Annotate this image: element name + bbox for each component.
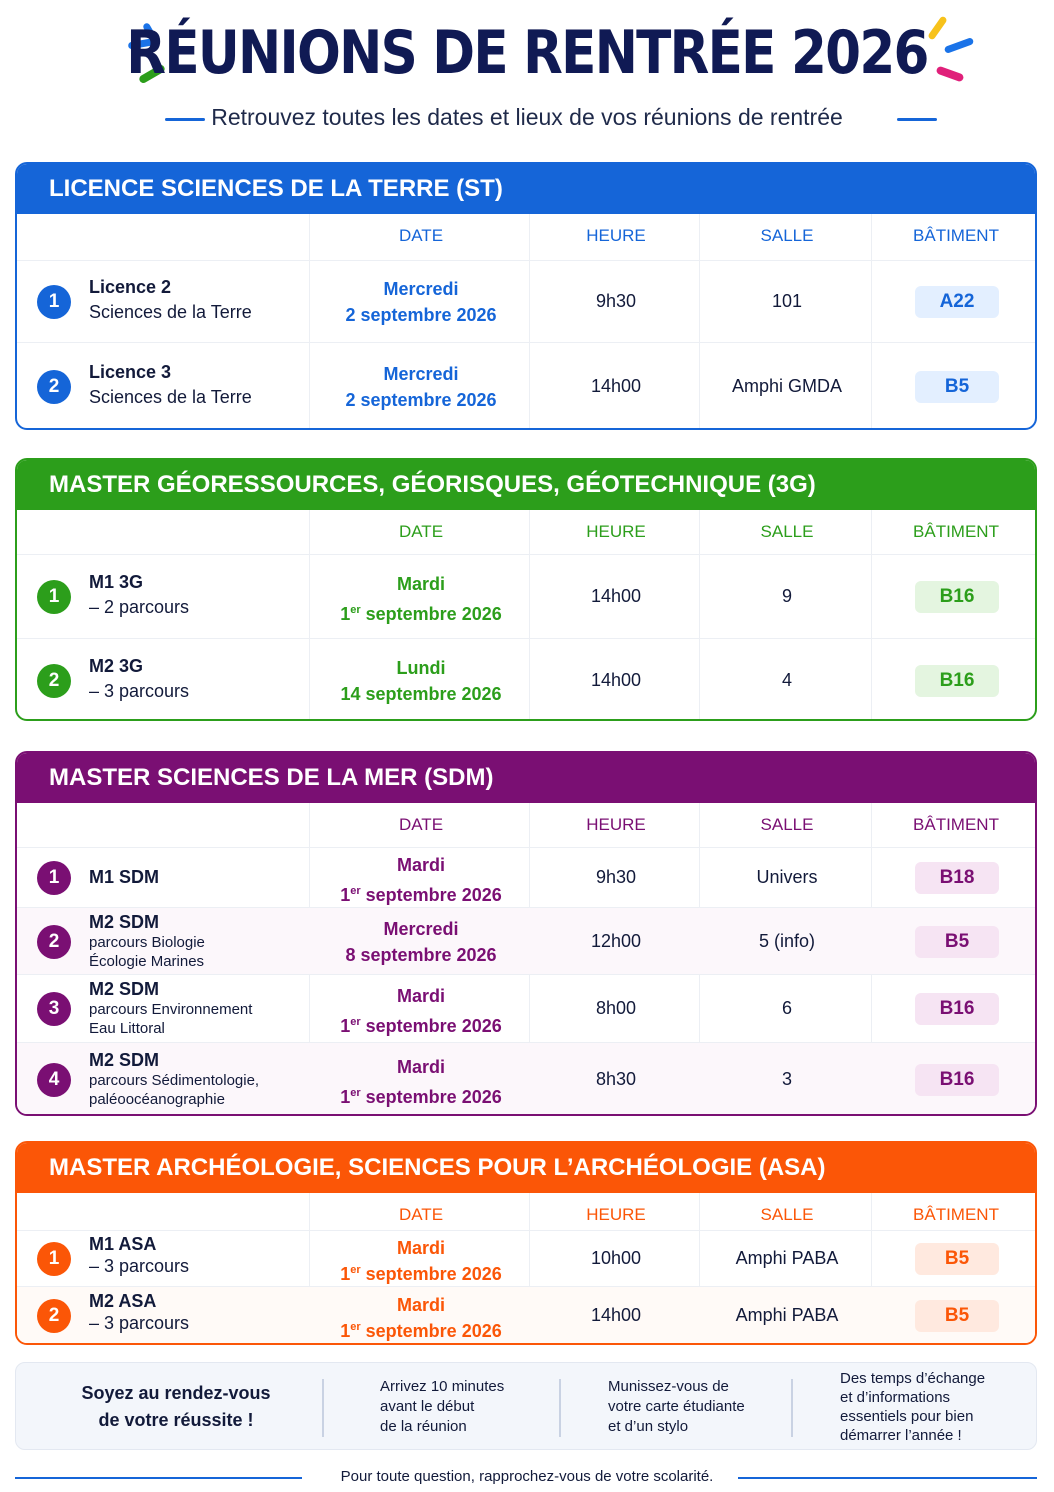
meeting-weekday: Lundi <box>396 658 446 678</box>
program-name <box>89 572 189 618</box>
program-track: parcours Biologie <box>89 933 205 951</box>
meeting-time: 8h00 <box>595 998 637 1018</box>
meeting-room: 9 <box>781 586 792 606</box>
ordinal-suffix: er <box>350 1087 361 1099</box>
program-title: M1 SDM <box>89 867 160 887</box>
building-badge: B16 <box>915 581 999 613</box>
program-name <box>89 362 252 408</box>
program-track: parcours Environnement <box>89 1001 253 1018</box>
meeting-room: 5 (info) <box>758 930 816 951</box>
section-card <box>15 751 1037 1116</box>
page-title: RÉUNIONS DE RENTRÉE 2026 <box>126 18 928 88</box>
meeting-date <box>311 1294 531 1342</box>
column-header-date: DATE <box>398 226 444 245</box>
column-header-date: DATE <box>398 1205 444 1224</box>
column-headers <box>17 803 1035 845</box>
meeting-room: Amphi GMDA <box>731 376 843 396</box>
meeting-time: 10h00 <box>590 1248 642 1268</box>
meeting-weekday: Mardi <box>396 986 445 1006</box>
tip-line: Munissez-vous de <box>608 1378 729 1395</box>
program-name <box>89 867 159 888</box>
subtitle-rule-right <box>897 118 937 121</box>
meeting-date <box>311 983 531 1039</box>
ordinal-suffix: er <box>350 1264 361 1276</box>
meeting-month-year: septembre 2026 <box>360 1087 502 1107</box>
column-header-batiment: BÂTIMENT <box>913 815 999 834</box>
program-name <box>89 1291 189 1334</box>
ordinal-suffix: er <box>350 1321 361 1333</box>
meeting-month-year: 8 septembre 2026 <box>345 944 497 965</box>
building-badge: B5 <box>915 371 999 403</box>
tip-line: de la réunion <box>380 1418 467 1435</box>
meeting-date <box>311 1237 531 1285</box>
tip-motto <box>36 1363 316 1451</box>
row-number-badge: 4 <box>37 1063 71 1097</box>
program-name <box>89 912 205 971</box>
page-subtitle: Retrouvez toutes les dates et lieux de vos réunions de rentrée <box>211 104 843 130</box>
meeting-day-month <box>311 1080 531 1110</box>
program-track: parcours Sédimentologie, <box>89 1072 260 1089</box>
section-title: MASTER GÉORESSOURCES, GÉORISQUES, GÉOTECHNIQUE (3G) <box>17 460 1035 510</box>
meeting-month-year: septembre 2026 <box>360 1321 502 1341</box>
row-number-badge: 3 <box>37 992 71 1026</box>
tip-motto-line: Soyez au rendez-vous <box>81 1383 271 1403</box>
meeting-weekday: Mardi <box>396 855 445 875</box>
meeting-time: 14h00 <box>590 376 642 396</box>
column-header-heure: HEURE <box>586 522 646 541</box>
meeting-weekday: Mardi <box>396 1295 445 1315</box>
meeting-day-month <box>311 1259 531 1285</box>
program-track: paléoocéanographie <box>89 1091 225 1108</box>
meeting-day-number: 1 <box>340 604 351 624</box>
tips-banner <box>15 1362 1037 1450</box>
column-header-salle: SALLE <box>760 815 814 834</box>
tip-student-card <box>608 1363 798 1451</box>
program-title: Licence 2 <box>89 277 172 297</box>
tip-line: et d’un stylo <box>608 1418 689 1435</box>
program-title: M1 3G <box>89 572 144 592</box>
column-header-salle: SALLE <box>760 226 814 245</box>
meeting-weekday: Mardi <box>396 1057 445 1077</box>
column-header-heure: HEURE <box>586 815 646 834</box>
meeting-day-month <box>311 387 531 413</box>
divider <box>559 1379 561 1437</box>
meeting-day-month <box>311 302 531 328</box>
meeting-day-number: 1 <box>340 1321 351 1341</box>
meeting-room: Univers <box>756 867 818 887</box>
column-header-batiment: BÂTIMENT <box>913 1205 999 1224</box>
program-subtitle: – 3 parcours <box>89 1313 190 1333</box>
section-card <box>15 162 1037 430</box>
building-badge: B16 <box>915 665 999 697</box>
section-title: MASTER SCIENCES DE LA MER (SDM) <box>17 753 1035 803</box>
building-badge: B5 <box>915 1243 999 1275</box>
schedule-row <box>17 638 1035 721</box>
section-title: MASTER ARCHÉOLOGIE, SCIENCES POUR L’ARCHÉOLOGIE (ASA) <box>17 1143 1035 1193</box>
program-subtitle: Sciences de la Terre <box>89 387 252 407</box>
building-badge: B18 <box>915 862 999 894</box>
meeting-time: 14h00 <box>590 670 642 690</box>
tip-arrive-early <box>380 1363 570 1451</box>
meeting-month-year: septembre 2026 <box>360 1016 502 1036</box>
meeting-date <box>311 571 531 627</box>
tip-motto-line: de votre réussite ! <box>98 1410 254 1430</box>
row-number-badge: 1 <box>37 861 71 895</box>
row-number-badge: 2 <box>37 925 71 959</box>
program-name <box>89 277 252 323</box>
program-subtitle: – 3 parcours <box>89 681 190 701</box>
tip-line: Arrivez 10 minutes <box>380 1378 505 1395</box>
column-headers <box>17 1193 1035 1235</box>
footer-rule-right <box>738 1477 1037 1479</box>
ordinal-suffix: er <box>350 1016 361 1028</box>
tip-line: votre carte étudiante <box>608 1398 745 1415</box>
meeting-date <box>311 1054 531 1110</box>
program-title: M2 ASA <box>89 1291 157 1311</box>
program-track: Eau Littoral <box>89 1020 165 1037</box>
row-number-badge: 1 <box>37 580 71 614</box>
meeting-date <box>311 916 531 968</box>
program-name <box>89 979 252 1038</box>
meeting-day-number: 1 <box>340 885 351 905</box>
column-header-date: DATE <box>398 522 444 541</box>
meeting-day-month <box>311 1009 531 1039</box>
column-header-batiment: BÂTIMENT <box>913 522 999 541</box>
tip-line: avant le début <box>380 1398 475 1415</box>
program-title: Licence 3 <box>89 362 172 382</box>
meeting-day-number: 1 <box>340 1087 351 1107</box>
schedule-row <box>17 554 1035 638</box>
schedule-row <box>17 1230 1035 1286</box>
meeting-room: 101 <box>771 291 803 311</box>
column-header-heure: HEURE <box>586 1205 646 1224</box>
schedule-row <box>17 847 1035 907</box>
program-subtitle: Sciences de la Terre <box>89 302 252 322</box>
schedule-row <box>17 1286 1035 1344</box>
meeting-date <box>311 276 531 328</box>
building-badge: B5 <box>915 926 999 958</box>
meeting-date <box>311 361 531 413</box>
program-title: M2 SDM <box>89 979 160 999</box>
section-card <box>15 1141 1037 1345</box>
meeting-month-year: 2 septembre 2026 <box>345 305 497 325</box>
tip-exchange <box>840 1363 1030 1451</box>
meeting-room: Amphi PABA <box>735 1248 839 1268</box>
column-header-heure: HEURE <box>586 226 646 245</box>
meeting-month-year: septembre 2026 <box>360 604 502 624</box>
meeting-day-month <box>311 942 531 968</box>
column-header-salle: SALLE <box>760 1205 814 1224</box>
meeting-room: 4 <box>781 670 792 690</box>
meeting-time: 14h00 <box>590 1305 642 1325</box>
schedule-row <box>17 974 1035 1042</box>
meeting-time: 9h30 <box>595 291 637 311</box>
building-badge: B5 <box>915 1300 999 1332</box>
meeting-weekday: Mercredi <box>383 364 459 384</box>
meeting-day-month <box>311 597 531 627</box>
program-subtitle: – 2 parcours <box>89 597 190 617</box>
meeting-date <box>311 852 531 908</box>
program-title: M2 3G <box>89 656 144 676</box>
meeting-weekday: Mardi <box>396 1238 445 1258</box>
tip-line: démarrer l’année ! <box>840 1427 962 1444</box>
tip-line: essentiels pour bien <box>840 1408 974 1425</box>
meeting-day-number: 1 <box>340 1016 351 1036</box>
row-number-badge: 1 <box>37 285 71 319</box>
building-badge: B16 <box>915 1064 999 1096</box>
column-headers <box>17 214 1035 256</box>
meeting-month-year: septembre 2026 <box>360 1264 502 1284</box>
ordinal-suffix: er <box>350 604 361 616</box>
schedule-row <box>17 907 1035 974</box>
meeting-day-number: 1 <box>340 1264 351 1284</box>
meeting-month-year: septembre 2026 <box>360 885 502 905</box>
section-title: LICENCE SCIENCES DE LA TERRE (ST) <box>17 164 1035 214</box>
section-card <box>15 458 1037 721</box>
meeting-room: 3 <box>781 1069 792 1089</box>
row-number-badge: 2 <box>37 370 71 404</box>
meeting-time: 14h00 <box>590 586 642 606</box>
schedule-row <box>17 260 1035 342</box>
meeting-weekday: Mardi <box>396 574 445 594</box>
column-header-date: DATE <box>398 815 444 834</box>
column-header-batiment: BÂTIMENT <box>913 226 999 245</box>
program-track: Écologie Marines <box>89 952 205 970</box>
meeting-month-year: 14 septembre 2026 <box>340 684 502 704</box>
row-number-badge: 1 <box>37 1242 71 1276</box>
row-number-badge: 2 <box>37 1299 71 1333</box>
meeting-month-year: 2 septembre 2026 <box>345 390 497 410</box>
program-title: M2 SDM <box>89 1050 160 1070</box>
footer-text: Pour toute question, rapprochez-vous de votre scolarité. <box>340 1468 714 1485</box>
program-title: M1 ASA <box>89 1234 157 1254</box>
meeting-day-month <box>311 878 531 908</box>
building-badge: A22 <box>915 286 999 318</box>
meeting-weekday: Mercredi <box>383 918 459 939</box>
program-subtitle: – 3 parcours <box>89 1256 190 1276</box>
meeting-day-month <box>311 1316 531 1342</box>
tip-line: Des temps d’échange <box>840 1370 986 1387</box>
program-title: M2 SDM <box>89 911 160 932</box>
divider <box>791 1379 793 1437</box>
ordinal-suffix: er <box>350 885 361 897</box>
meeting-room: Amphi PABA <box>735 1305 839 1325</box>
schedule-row <box>17 342 1035 430</box>
meeting-time: 12h00 <box>590 930 642 951</box>
program-name <box>89 1234 189 1277</box>
column-header-salle: SALLE <box>760 522 814 541</box>
meeting-time: 9h30 <box>595 867 637 887</box>
meeting-room: 6 <box>781 998 792 1018</box>
meeting-date <box>311 655 531 707</box>
row-number-badge: 2 <box>37 664 71 698</box>
page-header <box>0 0 1054 150</box>
divider <box>322 1379 324 1437</box>
program-name <box>89 1050 259 1109</box>
meeting-day-month <box>311 681 531 707</box>
schedule-row <box>17 1042 1035 1116</box>
program-name <box>89 656 189 702</box>
meeting-time: 8h30 <box>595 1069 637 1089</box>
column-headers <box>17 510 1035 552</box>
building-badge: B16 <box>915 993 999 1025</box>
tip-line: et d’informations <box>840 1389 951 1406</box>
meeting-weekday: Mercredi <box>383 279 459 299</box>
